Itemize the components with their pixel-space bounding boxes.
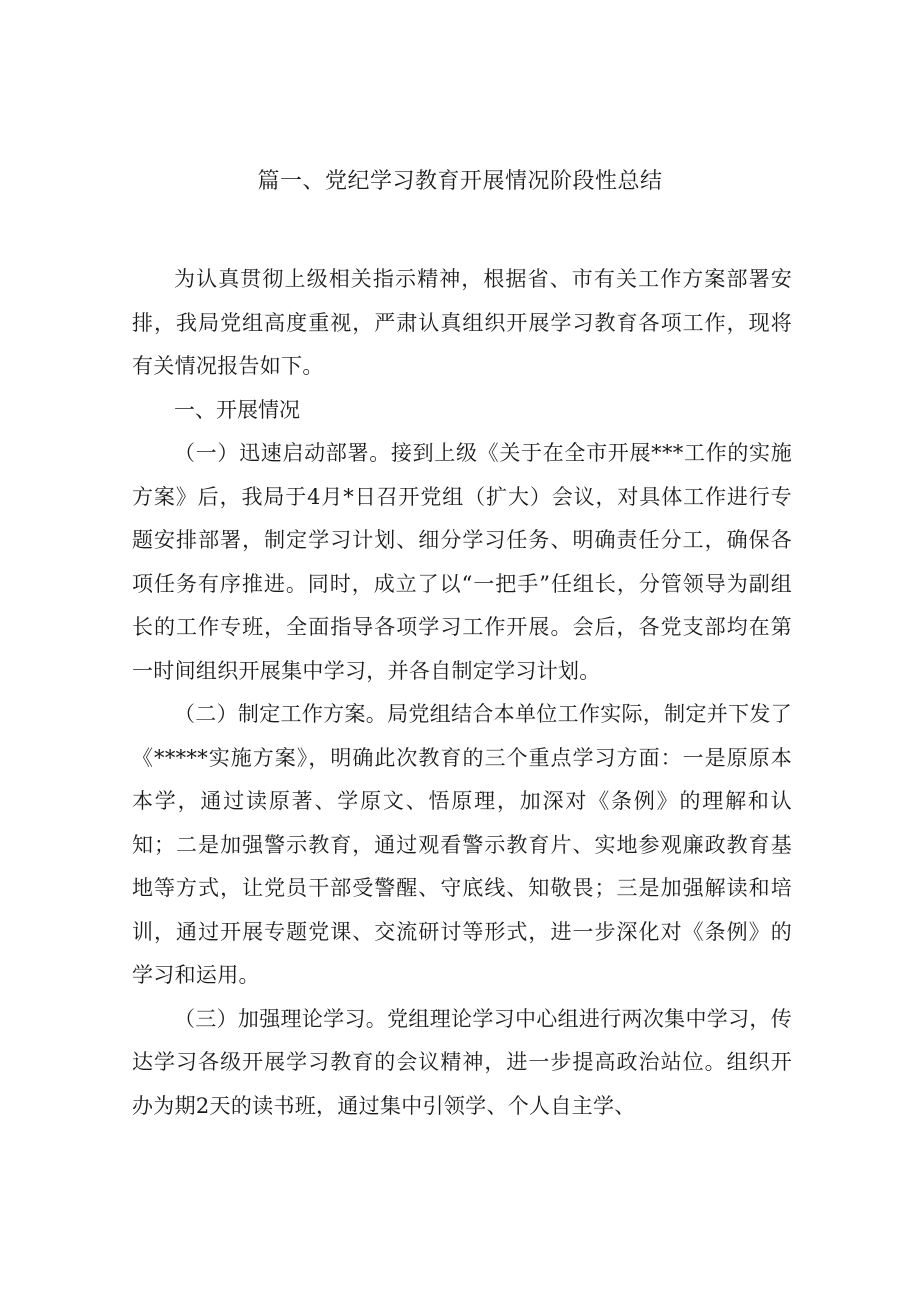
document-title: 篇一、党纪学习教育开展情况阶段性总结: [257, 169, 663, 194]
paragraph-3: （三）加强理论学习。党组理论学习中心组进行两次集中学习，传达学习各级开展学习教育的会议精神，进一步提高政治站位。组织开办为期2天的读书班，通过集中引领学、个人自主学、: [132, 1006, 792, 1118]
paragraph-2: （二）制定工作方案。局党组结合本单位工作实际，制定并下发了《*****实施方案》，明确此次教育的三个重点学习方面：一是原原本本学，通过读原著、学原文、悟原理，加深对《条例》的理解和认知；二是加强警示教育，通过观看警示教育片、实地参观廉政教育基地等方式，让党员干部受警醒、守底线、知敬畏；三是加强解读和培训，通过开展专题党课、交流研讨等形式，进一步深化对《条例》的学习和运用。: [132, 702, 792, 987]
section-heading-1: 一、开展情况: [174, 397, 300, 422]
paragraph-1: （一）迅速启动部署。接到上级《关于在全市开展***工作的实施方案》后，我局于4月*日召开党组（扩大）会议，对具体工作进行专题安排部署，制定学习计划、细分学习任务、明确责任分工，确保各项任务有序推进。同时，成立了以“一把手”任组长，分管领导为副组长的工作专班，全面指导各项学习工作开展。会后，各党支部均在第一时间组织开展集中学习，并各自制定学习计划。: [132, 441, 792, 683]
intro-paragraph: 为认真贯彻上级相关指示精神，根据省、市有关工作方案部署安排，我局党组高度重视，严肃认真组织开展学习教育各项工作，现将有关情况报告如下。: [132, 267, 792, 378]
document-body: [132, 258, 792, 1128]
